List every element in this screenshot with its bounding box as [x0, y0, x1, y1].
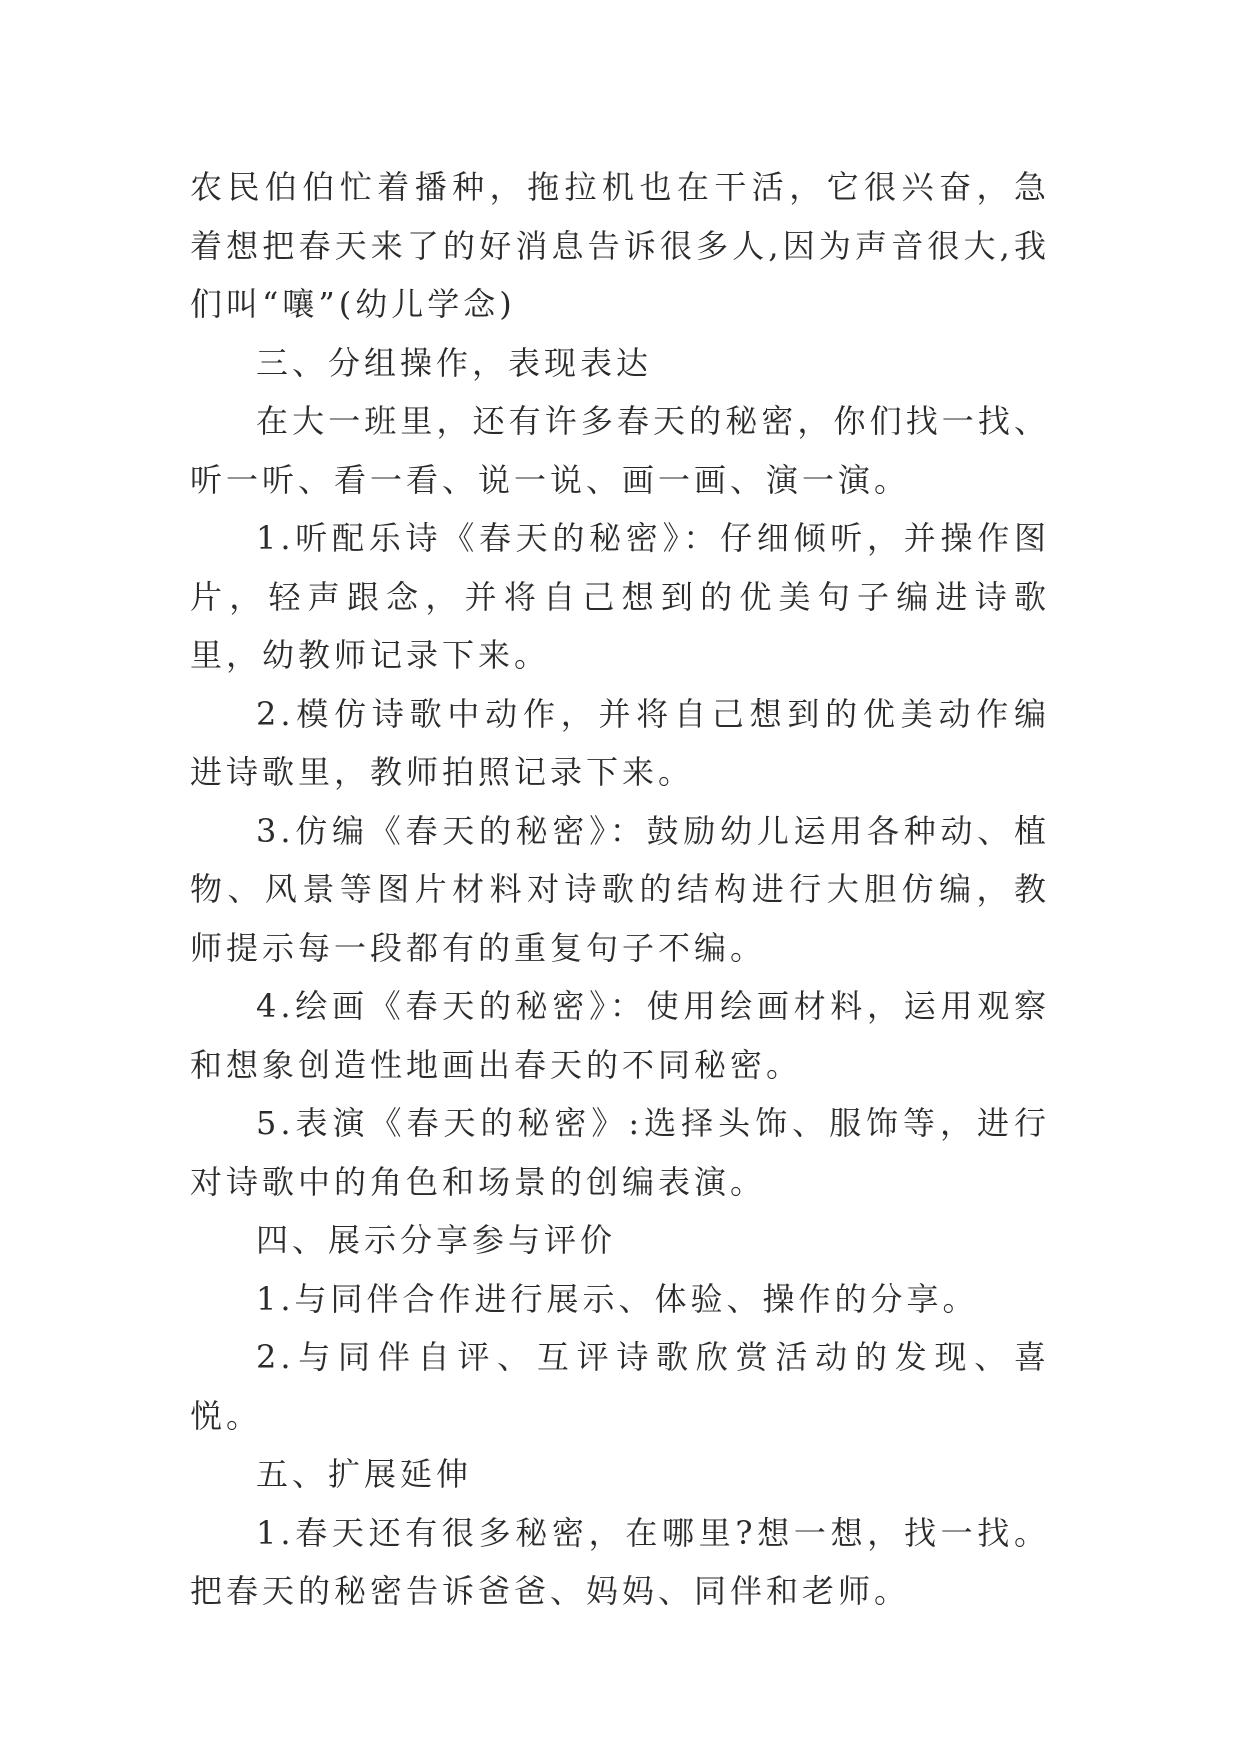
list-item: 2.与同伴自评、互评诗歌欣赏活动的发现、喜悦。 [190, 1338, 1050, 1435]
section-heading-4: 四、展示分享参与评价 [256, 1221, 617, 1259]
list-item: 3.仿编《春天的秘密》：鼓励幼儿运用各种动、植物、风景等图片材料对诗歌的结构进行大胆仿编，教师提示每一段都有的重复句子不编。 [190, 811, 1050, 967]
list-item: 2.模仿诗歌中动作，并将自己想到的优美动作编进诗歌里，教师拍照记录下来。 [190, 694, 1050, 791]
document-body [190, 158, 1050, 1621]
list-item: 1.与同伴合作进行展示、体验、操作的分享。 [256, 1279, 979, 1318]
list-item: 4.绘画《春天的秘密》：使用绘画材料，运用观察和想象创造性地画出春天的不同秘密。 [190, 987, 1050, 1084]
paragraph: 在大一班里，还有许多春天的秘密，你们找一找、听一听、看一看、说一说、画一画、演一演。 [190, 402, 1050, 499]
section-heading-3: 三、分组操作，表现表达 [256, 343, 653, 382]
paragraph-continued: 农民伯伯忙着播种，拖拉机也在干活，它很兴奋，急着想把春天来了的好消息告诉很多人,因为声音很大,我们叫“嚷”(幼儿学念) [190, 168, 1050, 323]
list-item: 1.听配乐诗《春天的秘密》：仔细倾听，并操作图片，轻声跟念，并将自己想到的优美句子编进诗歌里，幼教师记录下来。 [190, 519, 1050, 674]
list-item: 5.表演《春天的秘密》:选择头饰、服饰等，进行对诗歌中的角色和场景的创编表演。 [190, 1104, 1050, 1201]
section-heading-5: 五、扩展延伸 [256, 1455, 473, 1493]
list-item: 1.春天还有很多秘密，在哪里?想一想，找一找。把春天的秘密告诉爸爸、妈妈、同伴和老师。 [190, 1513, 1050, 1610]
